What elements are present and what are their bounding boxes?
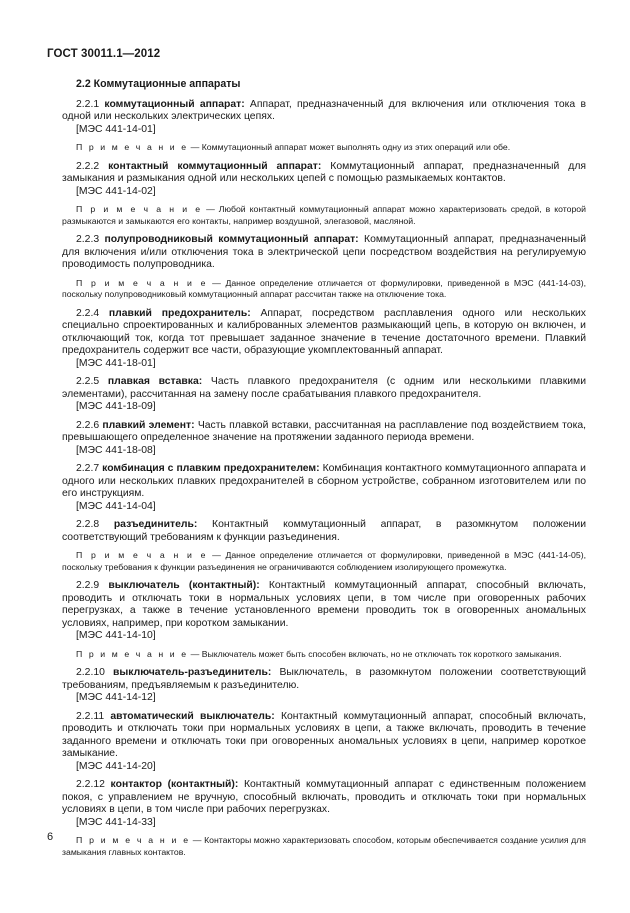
term-definition <box>62 779 586 817</box>
term-definition <box>62 234 586 272</box>
note-text: Данное определение отличается от формулировки, приведенной в МЭС (441-14-05), поскольку требования к функции разъединения не ограничиваются соблюдением изолирующего промежутка. <box>62 550 586 572</box>
term-definition <box>62 420 586 445</box>
note-label: П р и м е ч а н и е <box>76 648 189 659</box>
term-number: 2.2.6 <box>76 419 100 431</box>
term-text: Коммутационный аппарат, предназначенный для замыкания и размыкания одной или нескольких цепей с помощью размыкаемых контактов. <box>62 160 587 184</box>
iec-reference: [МЭС 441-14-04] <box>76 500 156 512</box>
term-number: 2.2.10 <box>76 667 105 678</box>
term-name: разъединитель: <box>113 519 198 530</box>
note-text: Данное определение отличается от формулировки, приведенной в МЭС (441-14-03), поскольку полупроводниковый коммутационный аппарат рассчитан также на отключение тока. <box>62 277 586 299</box>
term-entry <box>62 580 586 660</box>
term-text: Контактный коммутационный аппарат, в разомкнутом положении соответствующий требованиям к функции разъединения. <box>62 519 586 543</box>
term-number: 2.2.8 <box>76 519 100 530</box>
term-definition <box>62 161 586 186</box>
term-number: 2.2.5 <box>76 376 100 387</box>
iec-reference: [МЭС 441-14-12] <box>76 692 156 703</box>
iec-reference: [МЭС 441-14-02] <box>76 185 156 197</box>
iec-reference: [МЭС 441-14-01] <box>76 123 156 135</box>
term-number: 2.2.1 <box>76 98 100 110</box>
term-text: Контактный коммутационный аппарат с единственным положением покоя, с управлением не вручную, способный включать, проводить и отключать токи при нормальных условиях в цепи, в том числе при рабочих перегрузках. <box>62 779 586 815</box>
term-entry <box>62 376 586 414</box>
term-definition <box>62 376 586 401</box>
term-definition <box>62 463 586 501</box>
term-name: контактный коммутационный аппарат: <box>108 160 322 172</box>
term-entry <box>62 99 586 154</box>
term-name: коммутационный аппарат: <box>104 98 245 110</box>
note-text: Любой контактный коммутационный аппарат можно характеризовать средой, в которой размыкаются и замыкаются его контакты, например воздушной, элегазовой, масляной. <box>62 204 586 226</box>
term-text: Комбинация контактного коммутационного аппарата и одного или нескольких плавких предохранителей в сборном устройстве, собранном изготовителем или по его инструкциям. <box>62 463 586 499</box>
note: П р и м е ч а н и е — Коммутационный аппарат может выполнять одну из этих операций или обе. <box>76 142 511 152</box>
term-text: Коммутационный аппарат, предназначенный для включения и/или отключения тока в электрической цепи посредством воздействия на регулируемую проводимость полупроводника. <box>62 234 586 270</box>
term-definition <box>62 667 586 692</box>
iec-reference: [МЭС 441-18-01] <box>76 357 156 369</box>
entries-list <box>62 99 586 859</box>
note-text: Выключатель может быть способен включать, но не отключать ток короткого замыкания. <box>201 648 562 659</box>
page-number: 6 <box>47 831 54 843</box>
term-name: плавкий элемент: <box>102 419 195 431</box>
term-number: 2.2.9 <box>76 580 100 591</box>
iec-reference: [МЭС 441-14-10] <box>76 630 156 641</box>
iec-reference: [МЭС 441-14-20] <box>76 760 156 772</box>
term-name: комбинация с плавким предохранителем: <box>102 463 320 474</box>
term-name: плавкая вставка: <box>107 376 203 387</box>
note: П р и м е ч а н и е — Данное определение отличается от формулировки, приведенной в МЭС (441-14-05), поскольку требования к функции разъединения не ограничиваются соблюдением изолирующего промежутка. <box>62 550 586 572</box>
term-entry <box>62 234 586 301</box>
term-entry <box>62 667 586 705</box>
note-label: П р и м е ч а н и е <box>76 277 208 288</box>
term-entry <box>62 463 586 513</box>
term-entry <box>62 711 586 774</box>
term-number: 2.2.12 <box>76 779 105 790</box>
term-entry <box>62 420 586 458</box>
note-label: П р и м е ч а н и е <box>76 835 191 845</box>
term-text: Контактный коммутационный аппарат, способный включать, проводить и отключать токи при нормальных условиях в цепи, а также включать, проводить в течение заданного времени и отключать токи при оговоренных аномальных условиях в цепи, например короткое замыкание. <box>62 710 587 759</box>
term-definition <box>62 519 586 544</box>
iec-reference: [МЭС 441-18-09] <box>76 401 156 412</box>
term-name: автоматический выключатель: <box>110 710 275 722</box>
term-name: выключатель-разъединитель: <box>113 667 272 678</box>
term-name: выключатель (контактный): <box>108 580 260 591</box>
term-text: Контактный коммутационный аппарат, способный включать, проводить и отключать токи в нормальных условиях цепи, в том числе при оговоренных рабочих перегрузках, а также в течение установленного времени проводить ток в оговоренных аномальных условиях, например, при коротком замыкании. <box>62 580 587 629</box>
term-number: 2.2.11 <box>76 710 105 722</box>
note: П р и м е ч а н и е — Контакторы можно характеризовать способом, которым обеспечивается создание усилия для замыкания главных контактов. <box>62 835 587 857</box>
term-definition <box>62 308 586 358</box>
term-number: 2.2.7 <box>76 463 100 474</box>
term-definition <box>62 580 586 630</box>
note-text: Коммутационный аппарат может выполнять одну из этих операций или обе. <box>201 142 511 152</box>
iec-reference: [МЭС 441-14-33] <box>76 816 156 828</box>
term-name: полупроводниковый коммутационный аппарат: <box>104 234 359 245</box>
note-text: Контакторы можно характеризовать способом, которым обеспечивается создание усилия для замыкания главных контактов. <box>62 835 587 857</box>
term-entry <box>62 519 586 573</box>
term-entry <box>62 161 586 228</box>
iec-reference: [МЭС 441-18-08] <box>76 444 156 456</box>
document-header: ГОСТ 30011.1—2012 <box>47 48 161 60</box>
term-name: контактор (контактный): <box>110 779 239 790</box>
term-text: Часть плавкого предохранителя (с одним или несколькими плавкими элементами), рассчитанная на замену после срабатывания плавкого предохранителя. <box>62 376 587 400</box>
document-body <box>62 78 586 865</box>
note: П р и м е ч а н и е — Любой контактный коммутационный аппарат можно характеризовать средой, в которой размыкаются и замыкаются его контакты, например воздушной, элегазовой, масляной. <box>62 204 586 226</box>
term-number: 2.2.2 <box>76 160 100 172</box>
note-label: П р и м е ч а н и е <box>76 550 208 560</box>
note-label: П р и м е ч а н и е <box>76 142 189 152</box>
term-text: Выключатель, в разомкнутом положении соответствующий требованиям, предъявляемым к разъединителю. <box>62 667 587 691</box>
term-definition <box>62 99 586 124</box>
term-entry <box>62 308 586 371</box>
note: П р и м е ч а н и е — Данное определение отличается от формулировки, приведенной в МЭС (441-14-03), поскольку полупроводниковый коммутационный аппарат рассчитан также на отключение тока. <box>62 277 586 299</box>
term-text: Аппарат, посредством расплавления одного или нескольких специально спроектированных и калиброванных элементов размыкающий цепь, в которую он включен, и отключающий ток, когда тот превышает заданное значение в течение достаточного времени. Плавкий предохранитель содержит все части, образующие укомплектованный аппарат. <box>62 307 586 356</box>
term-definition <box>62 711 586 761</box>
term-entry <box>62 779 586 858</box>
term-number: 2.2.4 <box>76 307 100 319</box>
term-text: Аппарат, предназначенный для включения или отключения тока в одной или нескольких электрических цепях. <box>62 98 586 122</box>
term-name: плавкий предохранитель: <box>108 307 251 319</box>
term-text: Часть плавкой вставки, рассчитанная на расплавление под воздействием тока, превышающего определенное значение на протяжении заданного периода времени. <box>62 419 587 443</box>
section-title: 2.2 Коммутационные аппараты <box>76 78 241 90</box>
note-label: П р и м е ч а н и е <box>76 204 203 214</box>
note: П р и м е ч а н и е — Выключатель может быть способен включать, но не отключать ток короткого замыкания. <box>76 648 562 659</box>
term-number: 2.2.3 <box>76 234 100 245</box>
